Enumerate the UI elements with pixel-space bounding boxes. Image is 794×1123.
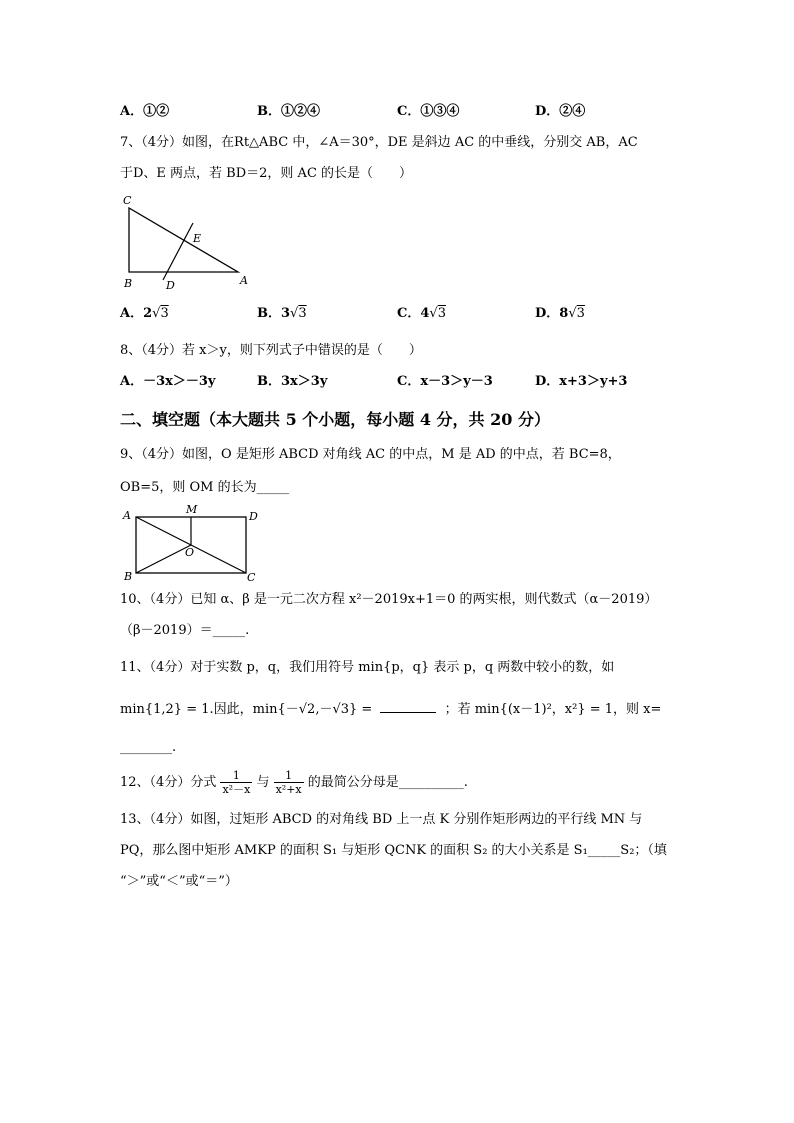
q11-expr-min-sqrt: min{1,2} = 1.因此，min{－√2,－√3} = (120, 702, 373, 717)
q10-text-line2: （β－2019）＝_____. (120, 623, 250, 638)
q13-text-line3: “＞”或“＜”或“＝”） (120, 874, 238, 889)
q7-option-c: C．4√3 (397, 306, 446, 321)
q6-option-d: D．②④ (535, 104, 586, 119)
q11-blank-2[interactable]: ________. (120, 740, 177, 755)
q7-triangle-figure (118, 190, 258, 290)
q9-label-a: A (123, 509, 131, 522)
q6-option-b: B．①②④ (257, 104, 320, 119)
q7-option-a: A．2√3 (120, 306, 169, 321)
section-heading: 二、填空题（本大题共 5 个小题，每小题 4 分，共 20 分） (120, 410, 550, 429)
q6-option-a: A．①② (120, 104, 170, 119)
q11-text-line2 (120, 700, 661, 720)
q9-label-d: D (249, 510, 258, 523)
q6-option-c: C．①③④ (397, 104, 460, 119)
q8-option-d: D．x+3＞y+3 (535, 374, 628, 389)
q7-text-line1: 7、（4分）如图，在Rt△ABC 中，∠A＝30°，DE 是斜边 AC 的中垂线，分别交 AB，AC (120, 135, 638, 150)
q9-label-m: M (186, 503, 198, 516)
q8-text: 8、（4分）若 x＞y，则下列式子中错误的是（ ） (120, 343, 422, 358)
q7-label-b: B (124, 277, 133, 290)
q9-text-line1: 9、（4分）如图，O 是矩形 ABCD 对角线 AC 的中点，M 是 AD 的中点，若 BC=8， (120, 447, 621, 462)
q11-expr-min-square: ；若 min{(x－1)²，x²} = 1，则 x= (444, 702, 662, 717)
q9-label-c: C (247, 571, 256, 584)
q12-fraction-2: $\frac{1}{\text{x²+x}}$ (275, 769, 302, 796)
q12-text: 12、（4分）分式 $\frac{1}{\text{x²－x}}$ 与 $\frac{1}{\text{x²+x}}$ 的最简公分母是__________. (120, 769, 468, 796)
q7-label-d: D (166, 279, 175, 290)
q11-text-line1: 11、（4分）对于实数 p，q，我们用符号 min{p，q} 表示 p，q 两数中较小的数，如 (120, 660, 615, 675)
q9-text-line2: OB=5，则 OM 的长为_____ (120, 480, 290, 495)
q8-option-c: C．x－3＞y－3 (397, 374, 493, 389)
q7-option-b: B．3√3 (257, 306, 307, 321)
q13-text-line2: PQ，那么图中矩形 AMKP 的面积 S₁ 与矩形 QCNK 的面积 S₂ 的大小关系是 S₁_____S₂；（填 (120, 843, 667, 858)
q12-fraction-1: $\frac{1}{\text{x²－x}}$ (222, 769, 251, 796)
q13-text-line1: 13、（4分）如图，过矩形 ABCD 的对角线 BD 上一点 K 分别作矩形两边的平行线 MN 与 (120, 812, 643, 827)
q9-rectangle-figure (118, 500, 268, 585)
q8-option-b: B．3x＞3y (257, 374, 328, 389)
q9-label-b: B (124, 570, 133, 583)
q7-label-a: A (240, 274, 248, 287)
q9-label-o: O (185, 546, 195, 559)
q7-label-c: C (123, 194, 132, 207)
q7-label-e: E (193, 232, 202, 245)
q7-option-d: D．8√3 (535, 306, 585, 321)
q8-option-a: A．－3x＞－3y (120, 374, 216, 389)
q7-text-line2: 于D、E 两点，若 BD＝2，则 AC 的长是（ ） (120, 166, 413, 181)
q10-text-line1: 10、（4分）已知 α、β 是一元二次方程 x²－2019x+1＝0 的两实根，则代数式（α－2019） (120, 592, 658, 607)
q11-blank-1[interactable] (380, 712, 436, 713)
